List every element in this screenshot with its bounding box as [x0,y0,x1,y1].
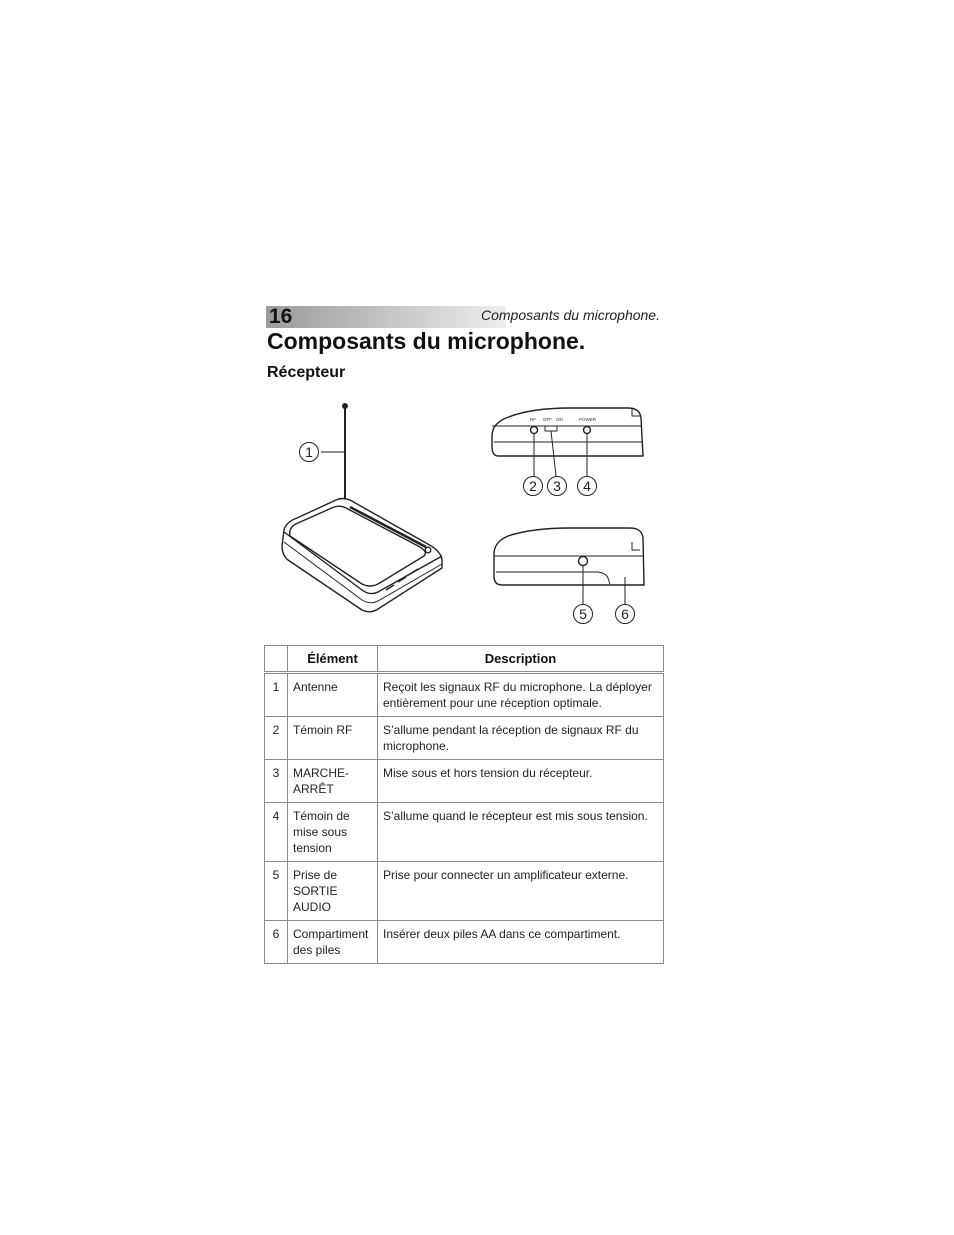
receiver-figure [270,396,670,631]
row-description: S’allume quand le récepteur est mis sous tension. [378,803,664,862]
row-number: 1 [265,673,288,717]
row-description: Mise sous et hors tension du récepteur. [378,760,664,803]
side-view-body [492,408,643,456]
callout-4-label: 4 [583,478,591,494]
row-element: Compartiment des piles [288,921,378,964]
header-gradient [266,306,506,328]
power-panel-label: POWER [579,417,597,422]
row-element: Prise de SORTIE AUDIO [288,862,378,921]
row-element: Témoin de mise sous tension [288,803,378,862]
header-description: Description [378,646,664,673]
table-row [265,673,664,717]
callout-1-label: 1 [305,444,313,460]
header-num [265,646,288,673]
antenna-tip [343,404,348,409]
running-header-bar [266,306,666,328]
page-title: Composants du microphone. [267,328,586,354]
table-header-row [265,646,664,673]
table-row [265,760,664,803]
row-number: 2 [265,717,288,760]
section-title: Récepteur [267,364,346,381]
header-element: Élément [288,646,378,673]
running-header-title: Composants du microphone. [481,307,660,323]
on-panel-label: ON [556,417,563,422]
callout-3-label: 3 [553,478,561,494]
row-description: S’allume pendant la réception de signaux RF du microphone. [378,717,664,760]
power-led [584,427,591,434]
receiver-side-view-audio [494,528,644,585]
row-element: Témoin RF [288,717,378,760]
row-element: MARCHE-ARRÊT [288,760,378,803]
rf-led [531,427,538,434]
row-number: 5 [265,862,288,921]
table-row [265,717,664,760]
receiver-body [282,499,442,612]
row-description: Insérer deux piles AA dans ce compartiment. [378,921,664,964]
page-number: 16 [269,305,293,328]
row-description: Prise pour connecter un amplificateur externe. [378,862,664,921]
receiver-perspective-drawing [282,404,442,612]
table-row [265,862,664,921]
power-switch [545,426,557,431]
row-number: 6 [265,921,288,964]
rf-panel-label: RF [530,417,536,422]
callout-2-label: 2 [529,478,537,494]
row-number: 4 [265,803,288,862]
audio-out-jack [579,557,588,566]
off-panel-label: OFF [543,417,552,422]
callout-6-label: 6 [621,606,629,622]
table-row [265,803,664,862]
parts-table [264,645,664,964]
row-element: Antenne [288,673,378,717]
row-description: Reçoit les signaux RF du microphone. La déployer entièrement pour une réception optimale. [378,673,664,717]
receiver-side-view-controls [492,408,643,456]
callout-5-label: 5 [579,606,587,622]
table-row [265,921,664,964]
row-number: 3 [265,760,288,803]
